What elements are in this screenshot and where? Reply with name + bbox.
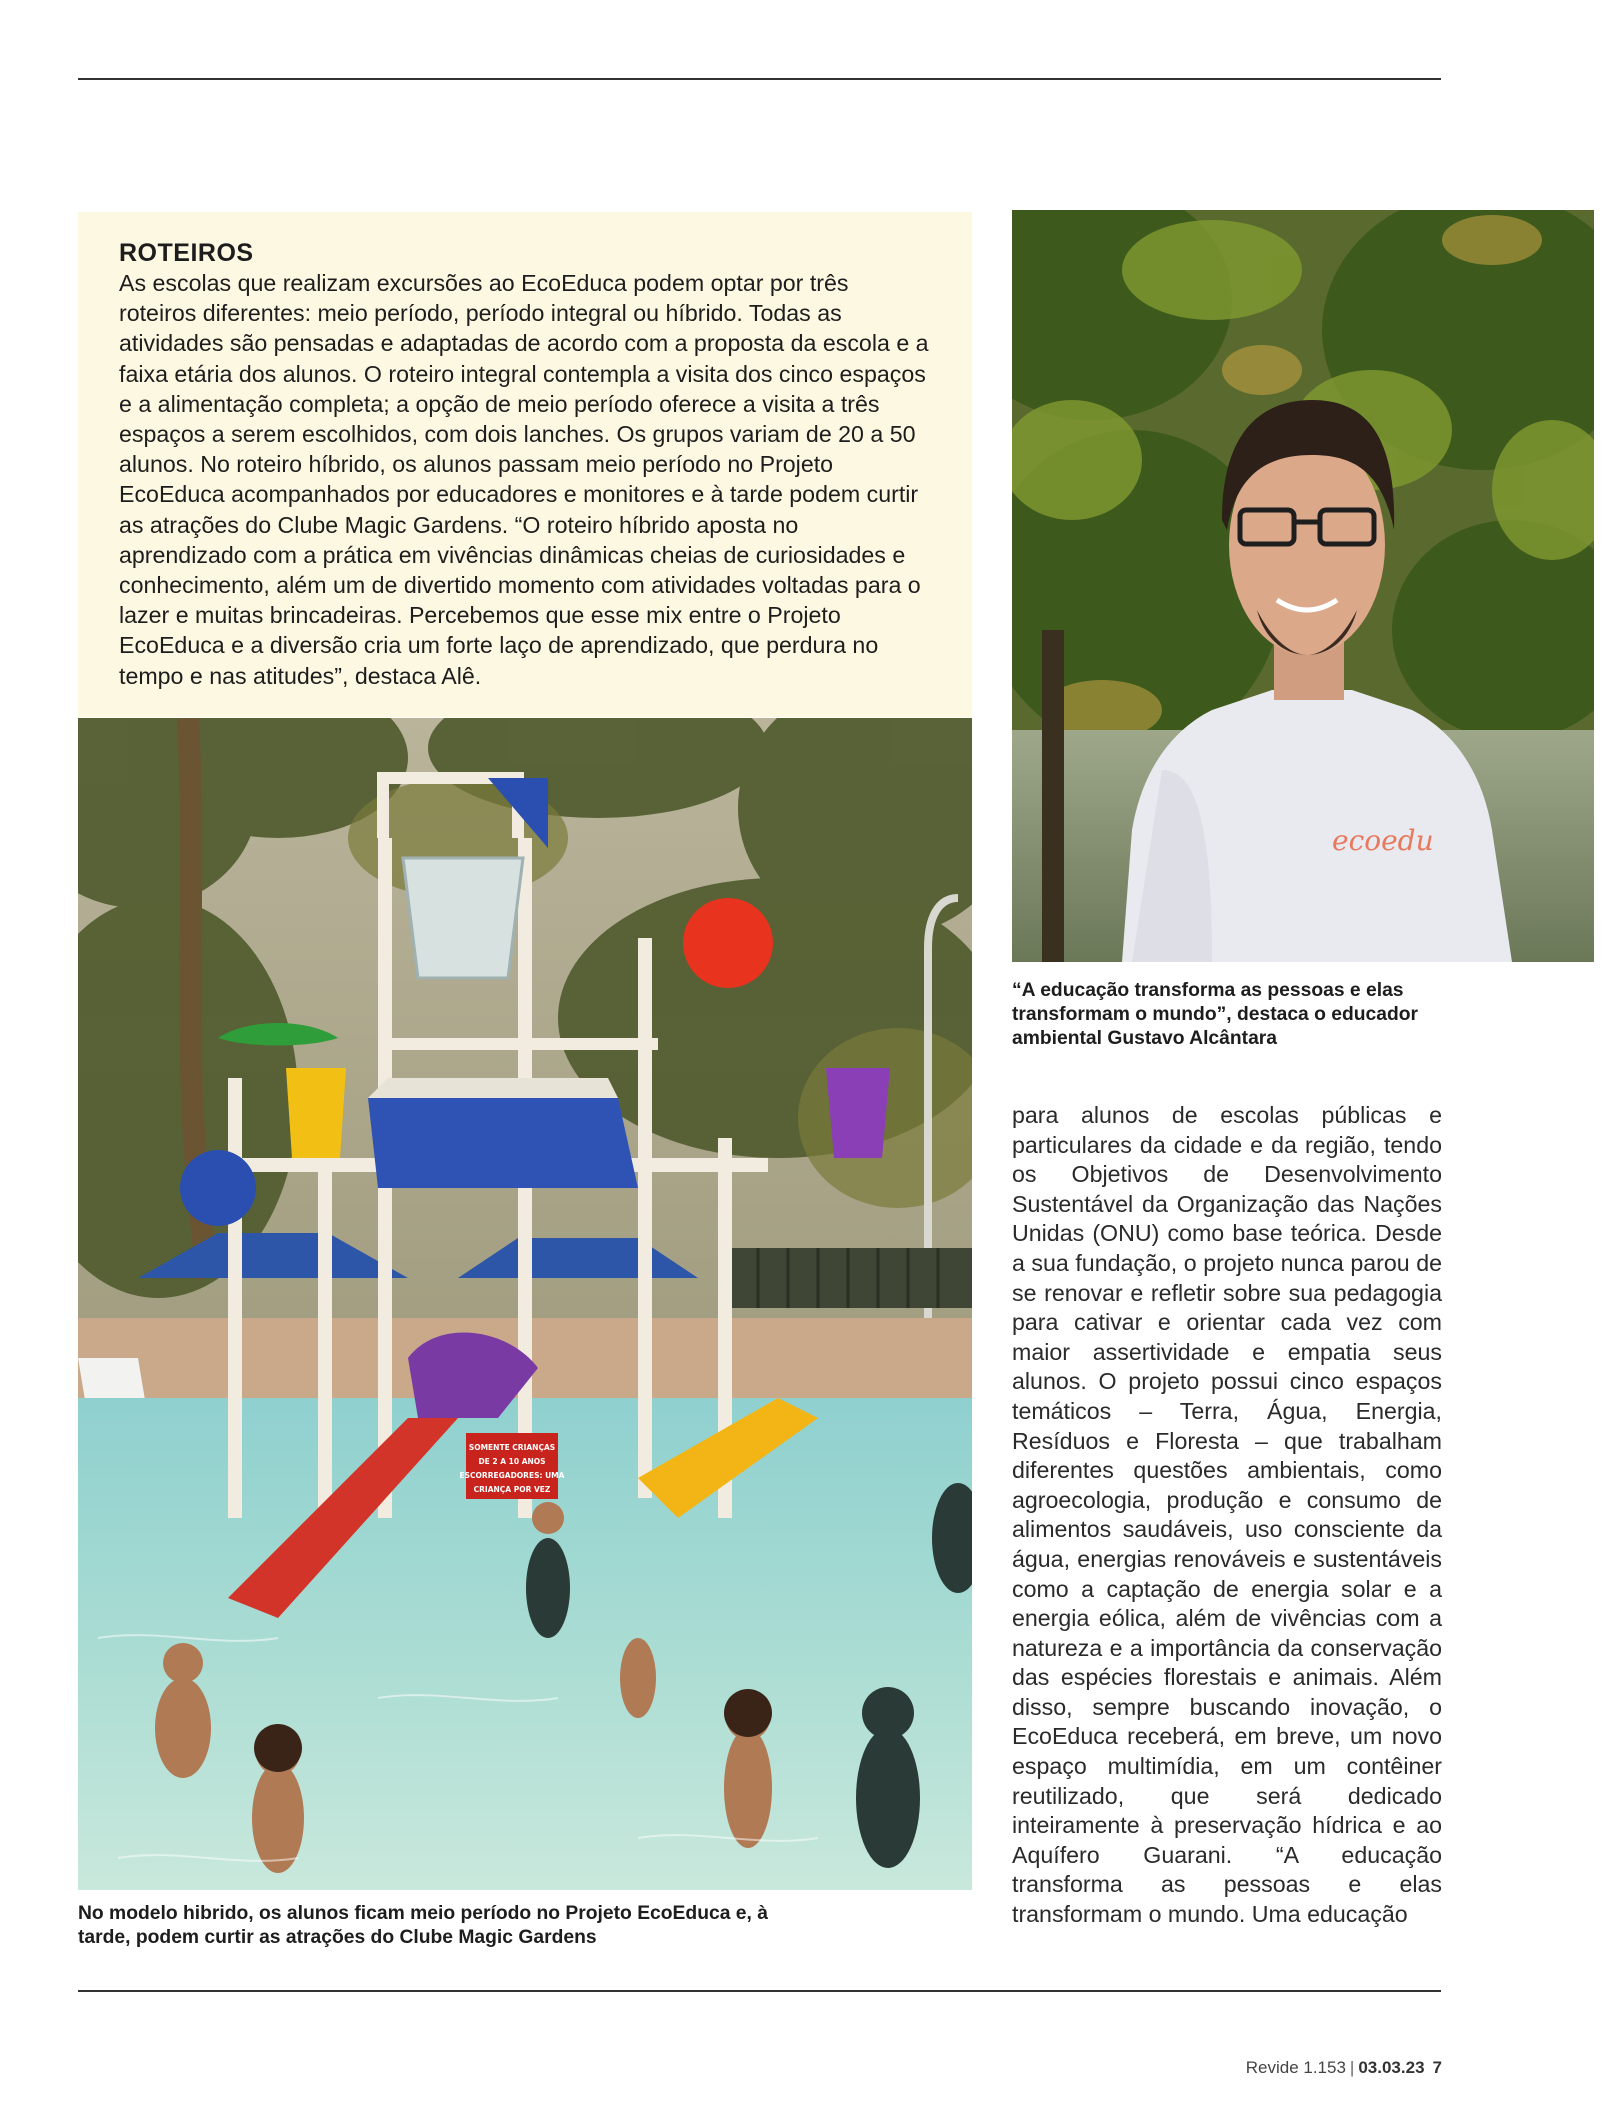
pool-sign-line2: DE 2 A 10 ANOS [478,1457,546,1466]
sidebar-box-roteiros [78,212,972,717]
sidebar-body: As escolas que realizam excursões ao EcoEduca podem optar por três roteiros diferentes: meio período, período integral ou híbrido. Todas as atividades são pensadas e adaptadas de acordo com a proposta da escola e a faixa etária dos alunos. O roteiro integral contempla a visita dos cinco espaços e a alimentação completa; a opção de meio período oferece a visita a três espaços a serem escolhidos, com dois lanches. Os grupos variam de 20 a 50 alunos. No roteiro híbrido, os alunos passam meio período no Projeto EcoEduca acompanhados por educadores e monitores e à tarde podem curtir as atrações do Clube Magic Gardens. “O roteiro híbrido aposta no aprendizado com a prática em vivências dinâmicas cheias de curiosidades e conhecimento, além um de divertido momento com atividades voltadas para o lazer e muitas brincadeiras. Percebemos que esse mix entre o Projeto EcoEduca e a diversão cria um forte laço de aprendizado, que perdura no tempo e nas atitudes”, destaca Alê. [119,270,929,689]
photo-portrait-gustavo [1012,210,1594,962]
pool-photo-caption: No modelo hibrido, os alunos ficam meio período no Projeto EcoEduca e, à tarde, podem curtir as atrações do Clube Magic Gardens [78,1903,768,1948]
bottom-rule [78,1990,1441,1992]
pool-sign-line1: SOMENTE CRIANÇAS [468,1443,556,1452]
footer-page-number: 7 [1432,2058,1442,2077]
page-footer [1246,2058,1442,2078]
portrait-photo-caption: “A educação transforma as pessoas e elas transformam o mundo”, destaca o educador ambiental Gustavo Alcântara [1012,980,1419,1049]
sidebar-title: ROTEIROS [119,239,254,267]
article-body-column: para alunos de escolas públicas e particulares da cidade e da região, tendo os Objetivos de Desenvolvimento Sustentável da Organização das Nações Unidas (ONU) como base teórica. Desde a sua fundação, o projeto nunca parou de se renovar e refletir sobre sua pedagogia para cativar e orientar cada vez com maior assertividade e empatia seus alunos. O projeto possui cinco espaços temáticos – Terra, Água, Energia, Resíduos e Floresta – que trabalham diferentes questões ambientais, como agroecologia, produção e consumo de alimentos saudáveis, uso consciente da água, energias renováveis e sustentáveis como a captação de energia solar e a energia eólica, além de vivências com a natureza e a importância da conservação das espécies florestais e animais. Além disso, sempre buscando inovação, o EcoEduca receberá, em breve, um novo espaço multimídia, em um contêiner reutilizado, que será dedicado inteiramente à preservação hídrica e ao Aquífero Guarani. “A educação transforma as pessoas e elas transformam o mundo. Uma educação [1012,1102,1442,1928]
footer-date: 03.03.23 [1358,2058,1425,2077]
pool-sign-line4: CRIANÇA POR VEZ [473,1485,551,1494]
shirt-logo: ecoedu [1332,824,1434,857]
top-rule [78,78,1441,80]
footer-magazine: Revide 1.153 [1245,2058,1346,2077]
pool-sign-line3: ESCORREGADORES: UMA [459,1471,565,1480]
photo-water-park [78,718,972,1890]
footer-separator: | [1349,2058,1355,2077]
